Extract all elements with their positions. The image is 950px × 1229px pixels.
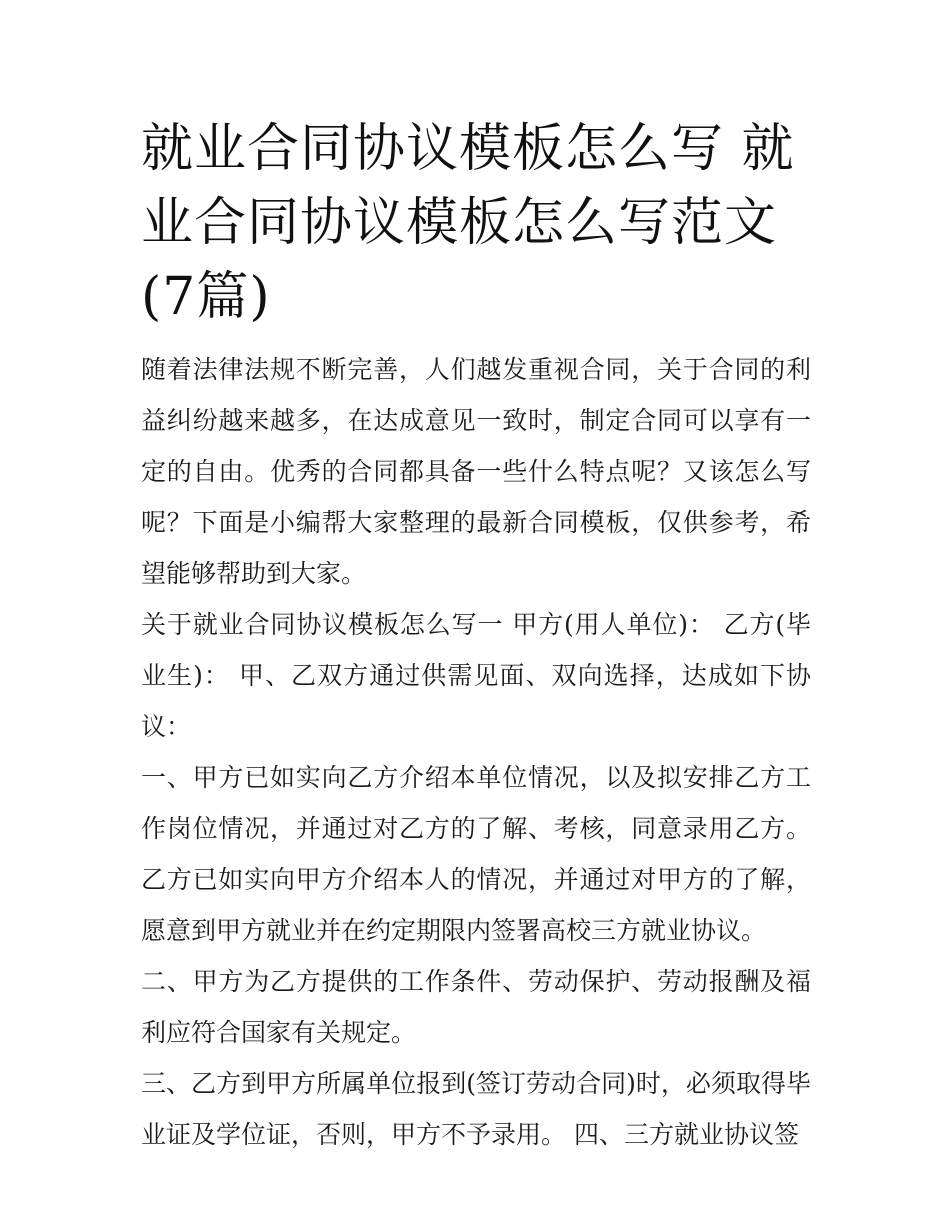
- document-body: [141, 112, 811, 1160]
- clause-three-paragraph: 三、乙方到甲方所属单位报到(签订劳动合同)时，必须取得毕业证及学位证，否则，甲方不予录用。 四、三方就业协议签: [141, 1069, 811, 1149]
- document-title: 就业合同协议模板怎么写 就业合同协议模板怎么写范文(7篇): [141, 119, 795, 327]
- intro-paragraph: 随着法律法规不断完善，人们越发重视合同，关于合同的利益纠纷越来越多，在达成意见一致时，制定合同可以享有一定的自由。优秀的合同都具备一些什么特点呢？又该怎么写呢？下面是小编帮大家整理的最新合同模板，仅供参考，希望能够帮助到大家。: [141, 355, 811, 588]
- agreement-parties-paragraph: 关于就业合同协议模板怎么写一 甲方(用人单位)： 乙方(毕 业生)： 甲、乙双方通过供需见面、双向选择，达成如下协议：: [141, 610, 811, 741]
- clause-one-paragraph: 一、甲方已如实向乙方介绍本单位情况，以及拟安排乙方工作岗位情况，并通过对乙方的了解、考核，同意录用乙方。乙方已如实向甲方介绍本人的情况，并通过对甲方的了解，愿意到甲方就业并在约定期限内签署高校三方就业协议。: [141, 763, 811, 945]
- clause-two-paragraph: 二、甲方为乙方提供的工作条件、劳动保护、劳动报酬及福利应符合国家有关规定。: [141, 967, 811, 1047]
